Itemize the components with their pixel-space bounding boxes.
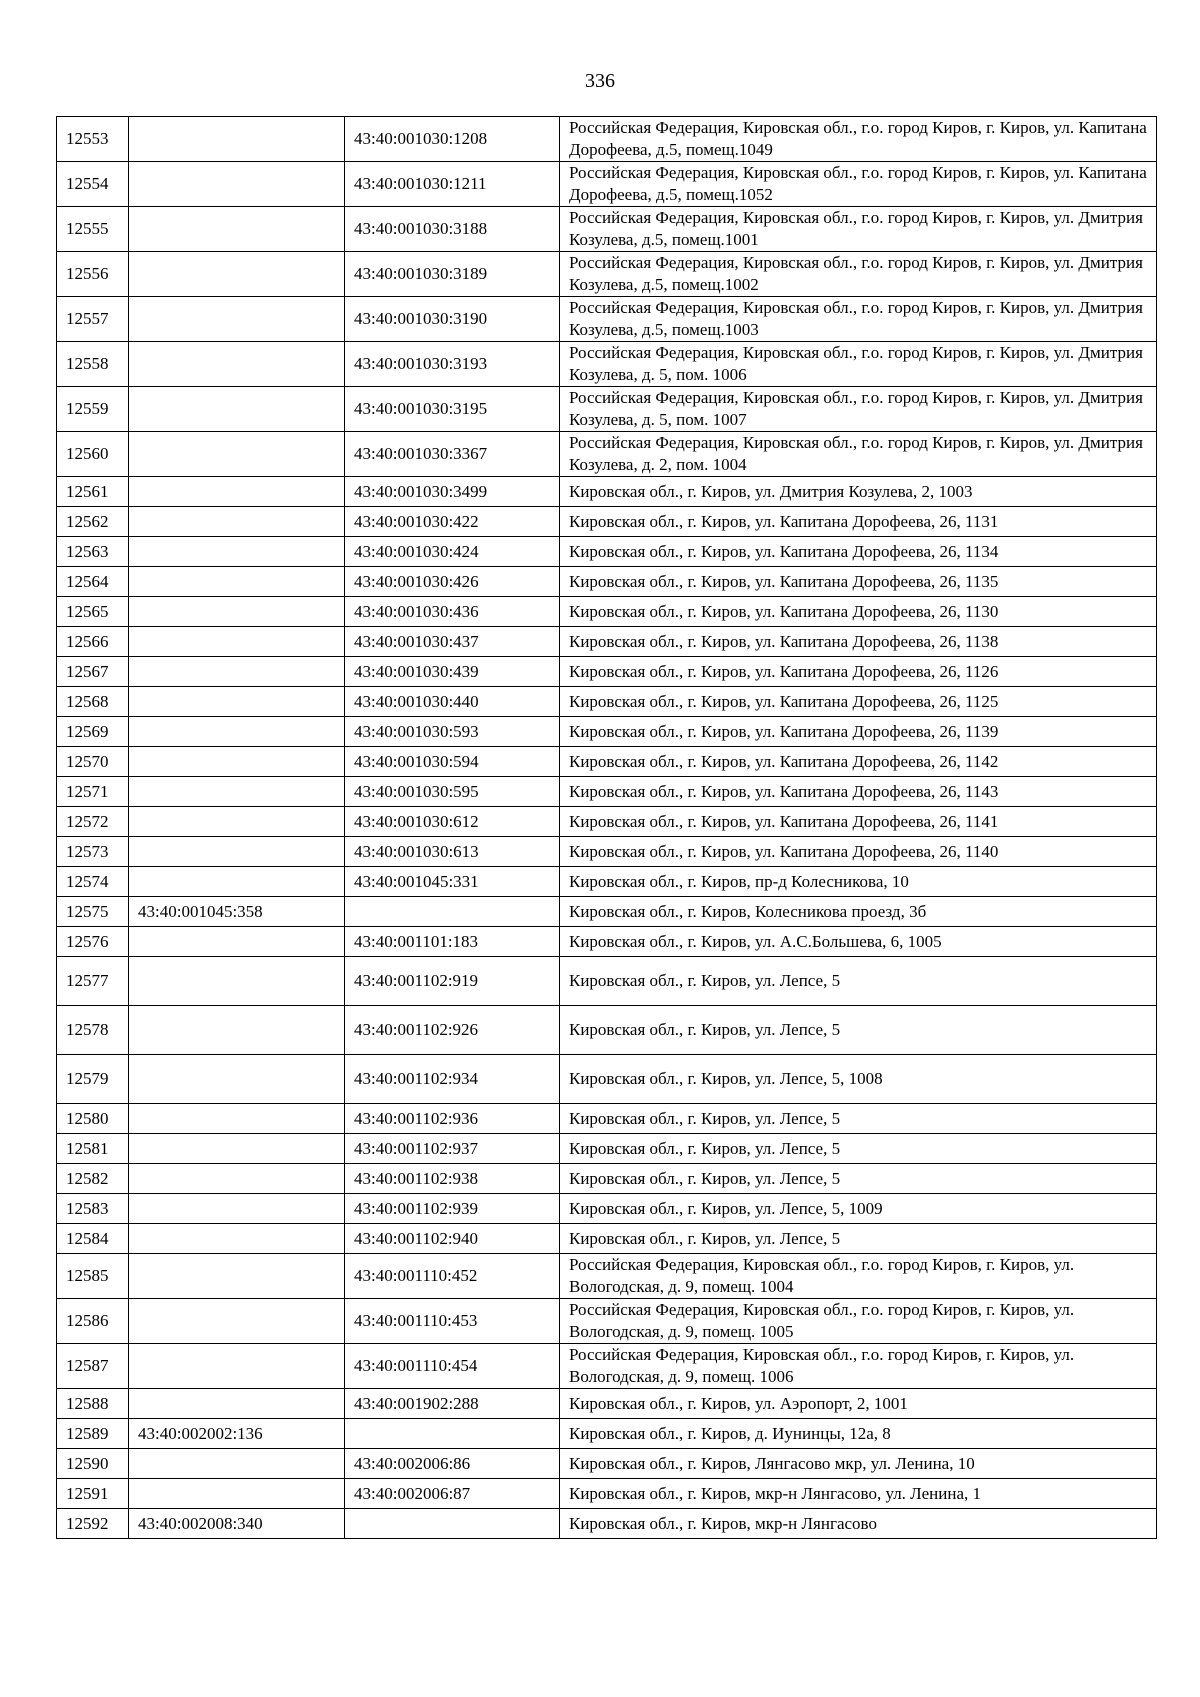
building-cadastral-number-cell: 43:40:001030:3193 — [345, 342, 560, 387]
row-number-cell: 12559 — [57, 387, 129, 432]
building-cadastral-number-cell: 43:40:001030:436 — [345, 597, 560, 627]
building-cadastral-number-cell: 43:40:002006:86 — [345, 1449, 560, 1479]
address-cell: Кировская обл., г. Киров, ул. Аэропорт, 2, 1001 — [560, 1389, 1157, 1419]
table-row — [57, 1449, 1157, 1479]
building-cadastral-number-cell: 43:40:001110:453 — [345, 1299, 560, 1344]
table-row — [57, 1134, 1157, 1164]
land-cadastral-number-cell — [129, 297, 345, 342]
row-number-cell: 12556 — [57, 252, 129, 297]
land-cadastral-number-cell — [129, 387, 345, 432]
row-number-cell: 12578 — [57, 1006, 129, 1055]
land-cadastral-number-cell: 43:40:002002:136 — [129, 1419, 345, 1449]
row-number-cell: 12584 — [57, 1224, 129, 1254]
building-cadastral-number-cell: 43:40:001030:424 — [345, 537, 560, 567]
land-cadastral-number-cell — [129, 867, 345, 897]
address-cell: Российская Федерация, Кировская обл., г.о. город Киров, г. Киров, ул. Дмитрия Козулева, д. 2, пом. 1004 — [560, 432, 1157, 477]
building-cadastral-number-cell: 43:40:001045:331 — [345, 867, 560, 897]
row-number-cell: 12565 — [57, 597, 129, 627]
building-cadastral-number-cell: 43:40:001102:936 — [345, 1104, 560, 1134]
land-cadastral-number-cell — [129, 657, 345, 687]
table-row — [57, 897, 1157, 927]
row-number-cell: 12582 — [57, 1164, 129, 1194]
building-cadastral-number-cell: 43:40:001102:939 — [345, 1194, 560, 1224]
building-cadastral-number-cell: 43:40:002006:87 — [345, 1479, 560, 1509]
building-cadastral-number-cell: 43:40:001030:426 — [345, 567, 560, 597]
address-cell: Кировская обл., г. Киров, ул. Лепсе, 5, 1009 — [560, 1194, 1157, 1224]
address-cell: Кировская обл., г. Киров, ул. Лепсе, 5 — [560, 1164, 1157, 1194]
table-row — [57, 1055, 1157, 1104]
address-cell: Кировская обл., г. Киров, ул. Капитана Дорофеева, 26, 1138 — [560, 627, 1157, 657]
row-number-cell: 12571 — [57, 777, 129, 807]
row-number-cell: 12587 — [57, 1344, 129, 1389]
land-cadastral-number-cell — [129, 537, 345, 567]
land-cadastral-number-cell — [129, 432, 345, 477]
building-cadastral-number-cell: 43:40:001110:452 — [345, 1254, 560, 1299]
address-cell: Кировская обл., г. Киров, ул. Капитана Дорофеева, 26, 1134 — [560, 537, 1157, 567]
row-number-cell: 12574 — [57, 867, 129, 897]
land-cadastral-number-cell — [129, 1449, 345, 1479]
table-row — [57, 252, 1157, 297]
registry-table-body — [57, 117, 1157, 1539]
land-cadastral-number-cell — [129, 837, 345, 867]
building-cadastral-number-cell: 43:40:001030:1211 — [345, 162, 560, 207]
table-row — [57, 687, 1157, 717]
building-cadastral-number-cell: 43:40:001101:183 — [345, 927, 560, 957]
address-cell: Кировская обл., г. Киров, ул. Капитана Дорофеева, 26, 1126 — [560, 657, 1157, 687]
address-cell: Российская Федерация, Кировская обл., г.о. город Киров, г. Киров, ул. Дмитрия Козулева, д.5, помещ.1001 — [560, 207, 1157, 252]
table-row — [57, 1419, 1157, 1449]
address-cell: Кировская обл., г. Киров, ул. Капитана Дорофеева, 26, 1140 — [560, 837, 1157, 867]
land-cadastral-number-cell — [129, 807, 345, 837]
address-cell: Кировская обл., г. Киров, ул. Лепсе, 5 — [560, 1104, 1157, 1134]
table-row — [57, 1164, 1157, 1194]
address-cell: Кировская обл., г. Киров, ул. Капитана Дорофеева, 26, 1142 — [560, 747, 1157, 777]
address-cell: Кировская обл., г. Киров, ул. Лепсе, 5, 1008 — [560, 1055, 1157, 1104]
building-cadastral-number-cell: 43:40:001030:613 — [345, 837, 560, 867]
land-cadastral-number-cell — [129, 1006, 345, 1055]
land-cadastral-number-cell — [129, 687, 345, 717]
address-cell: Кировская обл., г. Киров, Лянгасово мкр, ул. Ленина, 10 — [560, 1449, 1157, 1479]
address-cell: Кировская обл., г. Киров, мкр-н Лянгасово — [560, 1509, 1157, 1539]
table-row — [57, 207, 1157, 252]
address-cell: Российская Федерация, Кировская обл., г.о. город Киров, г. Киров, ул. Вологодская, д. 9, помещ. 1004 — [560, 1254, 1157, 1299]
address-cell: Кировская обл., г. Киров, д. Иунинцы, 12а, 8 — [560, 1419, 1157, 1449]
row-number-cell: 12585 — [57, 1254, 129, 1299]
table-row — [57, 597, 1157, 627]
row-number-cell: 12567 — [57, 657, 129, 687]
table-row — [57, 1224, 1157, 1254]
building-cadastral-number-cell: 43:40:001102:940 — [345, 1224, 560, 1254]
address-cell: Кировская обл., г. Киров, ул. Капитана Дорофеева, 26, 1139 — [560, 717, 1157, 747]
table-row — [57, 1479, 1157, 1509]
row-number-cell: 12554 — [57, 162, 129, 207]
land-cadastral-number-cell — [129, 162, 345, 207]
address-cell: Кировская обл., г. Киров, ул. Капитана Дорофеева, 26, 1131 — [560, 507, 1157, 537]
row-number-cell: 12580 — [57, 1104, 129, 1134]
building-cadastral-number-cell: 43:40:001030:595 — [345, 777, 560, 807]
table-row — [57, 777, 1157, 807]
address-cell: Кировская обл., г. Киров, ул. Капитана Дорофеева, 26, 1141 — [560, 807, 1157, 837]
building-cadastral-number-cell — [345, 1509, 560, 1539]
building-cadastral-number-cell — [345, 897, 560, 927]
address-cell: Российская Федерация, Кировская обл., г.о. город Киров, г. Киров, ул. Капитана Дорофеева, д.5, помещ.1052 — [560, 162, 1157, 207]
address-cell: Кировская обл., г. Киров, ул. Лепсе, 5 — [560, 1134, 1157, 1164]
land-cadastral-number-cell: 43:40:002008:340 — [129, 1509, 345, 1539]
land-cadastral-number-cell — [129, 777, 345, 807]
row-number-cell: 12581 — [57, 1134, 129, 1164]
building-cadastral-number-cell: 43:40:001030:437 — [345, 627, 560, 657]
table-row — [57, 657, 1157, 687]
table-row — [57, 717, 1157, 747]
land-cadastral-number-cell — [129, 252, 345, 297]
building-cadastral-number-cell: 43:40:001030:3499 — [345, 477, 560, 507]
building-cadastral-number-cell: 43:40:001030:3190 — [345, 297, 560, 342]
table-row — [57, 1006, 1157, 1055]
building-cadastral-number-cell: 43:40:001102:919 — [345, 957, 560, 1006]
table-row — [57, 342, 1157, 387]
building-cadastral-number-cell: 43:40:001110:454 — [345, 1344, 560, 1389]
building-cadastral-number-cell: 43:40:001902:288 — [345, 1389, 560, 1419]
address-cell: Кировская обл., г. Киров, ул. А.С.Большева, 6, 1005 — [560, 927, 1157, 957]
address-cell: Кировская обл., г. Киров, ул. Капитана Дорофеева, 26, 1130 — [560, 597, 1157, 627]
land-cadastral-number-cell — [129, 1299, 345, 1344]
table-row — [57, 747, 1157, 777]
address-cell: Кировская обл., г. Киров, пр-д Колесникова, 10 — [560, 867, 1157, 897]
building-cadastral-number-cell: 43:40:001030:440 — [345, 687, 560, 717]
table-row — [57, 1194, 1157, 1224]
address-cell: Российская Федерация, Кировская обл., г.о. город Киров, г. Киров, ул. Капитана Дорофеева, д.5, помещ.1049 — [560, 117, 1157, 162]
table-row — [57, 1104, 1157, 1134]
building-cadastral-number-cell: 43:40:001030:3195 — [345, 387, 560, 432]
address-cell: Кировская обл., г. Киров, ул. Капитана Дорофеева, 26, 1135 — [560, 567, 1157, 597]
land-cadastral-number-cell — [129, 747, 345, 777]
building-cadastral-number-cell: 43:40:001030:3188 — [345, 207, 560, 252]
building-cadastral-number-cell — [345, 1419, 560, 1449]
table-row — [57, 837, 1157, 867]
address-cell: Кировская обл., г. Киров, ул. Лепсе, 5 — [560, 1224, 1157, 1254]
building-cadastral-number-cell: 43:40:001102:938 — [345, 1164, 560, 1194]
address-cell: Российская Федерация, Кировская обл., г.о. город Киров, г. Киров, ул. Дмитрия Козулева, д.5, помещ.1002 — [560, 252, 1157, 297]
row-number-cell: 12568 — [57, 687, 129, 717]
row-number-cell: 12586 — [57, 1299, 129, 1344]
row-number-cell: 12563 — [57, 537, 129, 567]
address-cell: Российская Федерация, Кировская обл., г.о. город Киров, г. Киров, ул. Дмитрия Козулева, д.5, помещ.1003 — [560, 297, 1157, 342]
address-cell: Кировская обл., г. Киров, ул. Капитана Дорофеева, 26, 1143 — [560, 777, 1157, 807]
building-cadastral-number-cell: 43:40:001030:439 — [345, 657, 560, 687]
row-number-cell: 12561 — [57, 477, 129, 507]
land-cadastral-number-cell — [129, 207, 345, 252]
row-number-cell: 12575 — [57, 897, 129, 927]
land-cadastral-number-cell — [129, 1344, 345, 1389]
building-cadastral-number-cell: 43:40:001102:926 — [345, 1006, 560, 1055]
table-row — [57, 162, 1157, 207]
address-cell: Кировская обл., г. Киров, мкр-н Лянгасово, ул. Ленина, 1 — [560, 1479, 1157, 1509]
land-cadastral-number-cell — [129, 117, 345, 162]
row-number-cell: 12558 — [57, 342, 129, 387]
building-cadastral-number-cell: 43:40:001030:612 — [345, 807, 560, 837]
land-cadastral-number-cell — [129, 1479, 345, 1509]
row-number-cell: 12588 — [57, 1389, 129, 1419]
land-cadastral-number-cell — [129, 627, 345, 657]
address-cell: Кировская обл., г. Киров, ул. Лепсе, 5 — [560, 957, 1157, 1006]
table-row — [57, 567, 1157, 597]
land-cadastral-number-cell — [129, 477, 345, 507]
registry-table — [56, 116, 1157, 1539]
table-row — [57, 537, 1157, 567]
building-cadastral-number-cell: 43:40:001030:3367 — [345, 432, 560, 477]
table-row — [57, 1254, 1157, 1299]
building-cadastral-number-cell: 43:40:001030:594 — [345, 747, 560, 777]
building-cadastral-number-cell: 43:40:001030:422 — [345, 507, 560, 537]
address-cell: Российская Федерация, Кировская обл., г.о. город Киров, г. Киров, ул. Вологодская, д. 9, помещ. 1006 — [560, 1344, 1157, 1389]
land-cadastral-number-cell — [129, 342, 345, 387]
address-cell: Кировская обл., г. Киров, ул. Капитана Дорофеева, 26, 1125 — [560, 687, 1157, 717]
building-cadastral-number-cell: 43:40:001030:3189 — [345, 252, 560, 297]
land-cadastral-number-cell — [129, 717, 345, 747]
row-number-cell: 12590 — [57, 1449, 129, 1479]
building-cadastral-number-cell: 43:40:001102:934 — [345, 1055, 560, 1104]
table-row — [57, 1389, 1157, 1419]
row-number-cell: 12591 — [57, 1479, 129, 1509]
land-cadastral-number-cell — [129, 1164, 345, 1194]
address-cell: Кировская обл., г. Киров, ул. Лепсе, 5 — [560, 1006, 1157, 1055]
address-cell: Кировская обл., г. Киров, Колесникова проезд, 3б — [560, 897, 1157, 927]
address-cell: Кировская обл., г. Киров, ул. Дмитрия Козулева, 2, 1003 — [560, 477, 1157, 507]
land-cadastral-number-cell — [129, 567, 345, 597]
land-cadastral-number-cell — [129, 1134, 345, 1164]
row-number-cell: 12570 — [57, 747, 129, 777]
row-number-cell: 12583 — [57, 1194, 129, 1224]
address-cell: Российская Федерация, Кировская обл., г.о. город Киров, г. Киров, ул. Дмитрия Козулева, д. 5, пом. 1007 — [560, 387, 1157, 432]
table-row — [57, 1299, 1157, 1344]
table-row — [57, 1344, 1157, 1389]
building-cadastral-number-cell: 43:40:001030:593 — [345, 717, 560, 747]
row-number-cell: 12577 — [57, 957, 129, 1006]
land-cadastral-number-cell — [129, 1194, 345, 1224]
land-cadastral-number-cell — [129, 1224, 345, 1254]
row-number-cell: 12564 — [57, 567, 129, 597]
page-number: 336 — [585, 70, 615, 92]
row-number-cell: 12576 — [57, 927, 129, 957]
land-cadastral-number-cell — [129, 597, 345, 627]
land-cadastral-number-cell: 43:40:001045:358 — [129, 897, 345, 927]
table-row — [57, 867, 1157, 897]
table-row — [57, 297, 1157, 342]
land-cadastral-number-cell — [129, 1104, 345, 1134]
address-cell: Российская Федерация, Кировская обл., г.о. город Киров, г. Киров, ул. Дмитрия Козулева, д. 5, пом. 1006 — [560, 342, 1157, 387]
row-number-cell: 12569 — [57, 717, 129, 747]
table-row — [57, 117, 1157, 162]
land-cadastral-number-cell — [129, 1389, 345, 1419]
building-cadastral-number-cell: 43:40:001030:1208 — [345, 117, 560, 162]
row-number-cell: 12572 — [57, 807, 129, 837]
land-cadastral-number-cell — [129, 927, 345, 957]
land-cadastral-number-cell — [129, 957, 345, 1006]
row-number-cell: 12553 — [57, 117, 129, 162]
building-cadastral-number-cell: 43:40:001102:937 — [345, 1134, 560, 1164]
table-row — [57, 507, 1157, 537]
row-number-cell: 12589 — [57, 1419, 129, 1449]
row-number-cell: 12555 — [57, 207, 129, 252]
table-row — [57, 432, 1157, 477]
row-number-cell: 12592 — [57, 1509, 129, 1539]
land-cadastral-number-cell — [129, 507, 345, 537]
row-number-cell: 12557 — [57, 297, 129, 342]
table-row — [57, 477, 1157, 507]
table-row — [57, 387, 1157, 432]
row-number-cell: 12562 — [57, 507, 129, 537]
table-row — [57, 1509, 1157, 1539]
row-number-cell: 12579 — [57, 1055, 129, 1104]
table-row — [57, 957, 1157, 1006]
row-number-cell: 12560 — [57, 432, 129, 477]
land-cadastral-number-cell — [129, 1055, 345, 1104]
table-row — [57, 807, 1157, 837]
row-number-cell: 12566 — [57, 627, 129, 657]
row-number-cell: 12573 — [57, 837, 129, 867]
table-row — [57, 627, 1157, 657]
address-cell: Российская Федерация, Кировская обл., г.о. город Киров, г. Киров, ул. Вологодская, д. 9, помещ. 1005 — [560, 1299, 1157, 1344]
table-row — [57, 927, 1157, 957]
land-cadastral-number-cell — [129, 1254, 345, 1299]
